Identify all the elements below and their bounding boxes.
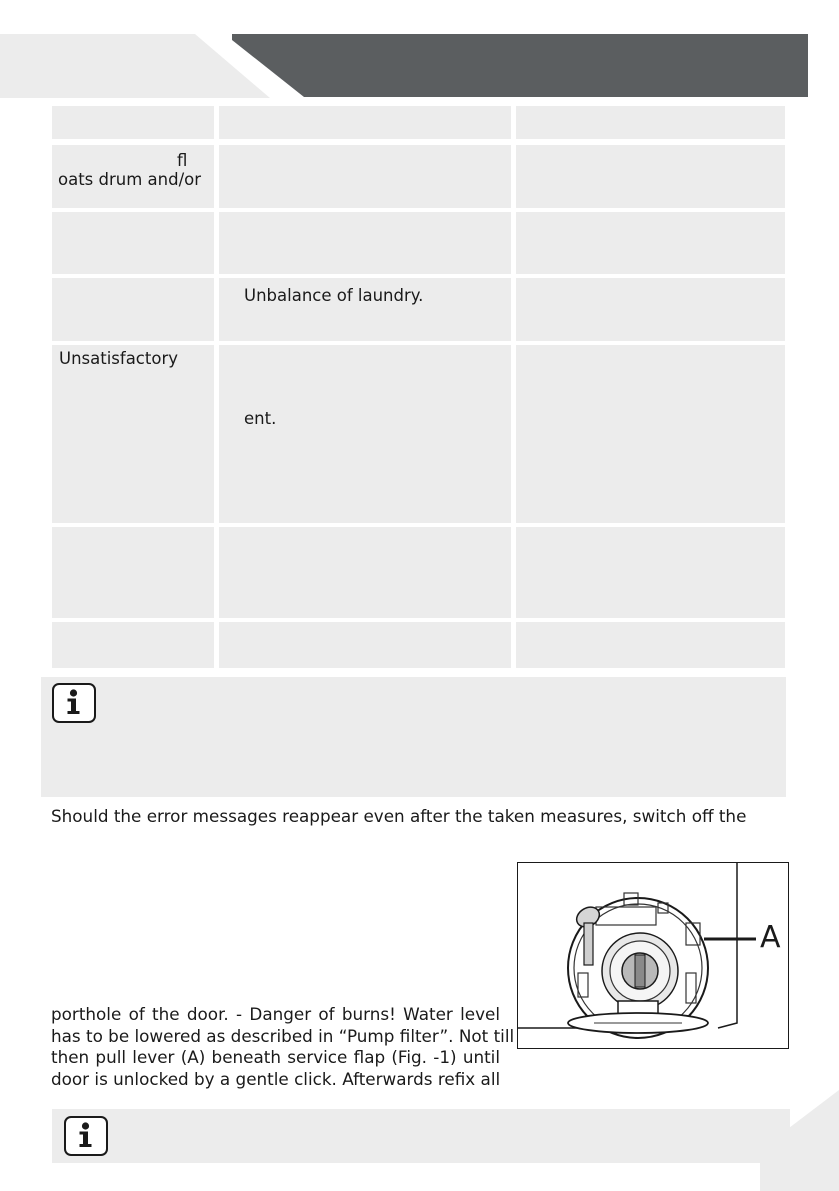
table-row-1-cell-2 <box>219 145 511 208</box>
table-row-3-cell-3 <box>516 278 785 341</box>
table-row-2-cell-3 <box>516 212 785 274</box>
row1-problem-line2: oats drum and/or <box>58 170 202 189</box>
service-flap-illustration <box>518 863 787 1047</box>
header-band <box>232 34 808 97</box>
table-row-5-cell-1 <box>52 527 214 618</box>
door-line-2: has to be lowered as described in “Pump filter”. Not till <box>51 1025 515 1046</box>
table-header-cell-2 <box>219 106 511 139</box>
error-message-line: Should the error messages reappear even after the taken measures, switch off the <box>51 806 747 826</box>
table-row-6-cell-3 <box>516 622 785 668</box>
table-row-6-cell-1 <box>52 622 214 668</box>
table-row-3-cell-1 <box>52 278 214 341</box>
table-row-4-cell-3 <box>516 345 785 523</box>
door-line-4: door is unlocked by a gentle click. Afterwards refix all <box>51 1068 501 1089</box>
info-icon <box>52 683 96 723</box>
table-row-4-cell-1 <box>52 345 214 523</box>
door-unlock-paragraph <box>51 1004 515 1090</box>
table-row-5-cell-2 <box>219 527 511 618</box>
info-icon-2 <box>64 1116 108 1156</box>
row4-cause: ent. <box>244 409 277 428</box>
row4-problem: Unsatisfactory <box>59 349 178 368</box>
service-flap-figure <box>517 862 789 1049</box>
table-row-6-cell-2 <box>219 622 511 668</box>
table-row-5-cell-3 <box>516 527 785 618</box>
table-row-4-cell-2 <box>219 345 511 523</box>
table-row-2-cell-2 <box>219 212 511 274</box>
row1-problem-line1: fl <box>177 151 188 170</box>
door-line-1: porthole of the door. - Danger of burns! Water level <box>51 1004 500 1024</box>
table-header-cell-3 <box>516 106 785 139</box>
table-row-2-cell-1 <box>52 212 214 274</box>
info-note-1 <box>41 677 786 797</box>
row3-cause: Unbalance of laundry. <box>244 286 424 305</box>
table-row-1-cell-3 <box>516 145 785 208</box>
door-line-3: then pull lever (A) beneath service flap (Fig. -1) until <box>51 1047 500 1067</box>
info-note-2 <box>52 1109 790 1163</box>
figure-label-a: A <box>760 920 781 955</box>
table-header-cell-1 <box>52 106 214 139</box>
